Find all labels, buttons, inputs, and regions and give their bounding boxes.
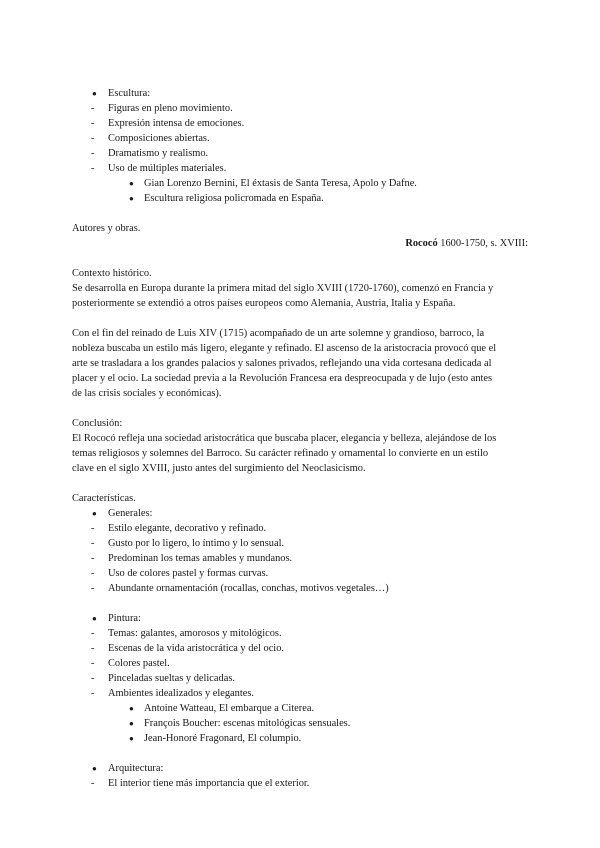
list-item (72, 776, 528, 791)
dash-icon: - (91, 628, 95, 639)
list-item-text: Abundante ornamentación (rocallas, conchas, motivos vegetales…) (108, 583, 389, 594)
section-title: Pintura: (108, 613, 141, 624)
paragraph-line: El Rococó refleja una sociedad aristocrática que buscaba placer, elegancia y belleza, alejándose de los (72, 433, 497, 444)
dash-icon: - (91, 118, 95, 129)
bullet-icon: ● (92, 509, 97, 518)
paragraph-line: arte se trasladara a los grandes palacios y salones privados, reflejando una vida cortesana dedicada al (72, 358, 492, 369)
list-item-text: Temas: galantes, amorosos y mitológicos. (108, 628, 282, 639)
list-item (72, 581, 528, 596)
dash-icon: - (91, 568, 95, 579)
list-item (72, 521, 528, 536)
section-title: Arquitectura: (108, 763, 164, 774)
dash-icon: - (91, 658, 95, 669)
list-item (72, 671, 528, 686)
paragraph-line: clave en el siglo XVIII, justo antes del surgimiento del Neoclasicismo. (72, 463, 366, 474)
sub-list-item (72, 176, 528, 191)
dash-icon: - (91, 778, 95, 789)
list-item-text: Expresión intensa de emociones. (108, 118, 245, 129)
section-title: Generales: (108, 508, 153, 519)
list-item (72, 566, 528, 581)
section-title: Escultura: (108, 88, 151, 99)
list-item-text: Dramatismo y realismo. (108, 148, 209, 159)
rococo-heading-bold: Rococó (405, 238, 438, 249)
list-item-text: Pinceladas sueltas y delicadas. (108, 673, 235, 684)
paragraph-line: Se desarrolla en Europa durante la primera mitad del siglo XVIII (1720-1760), comenzó en Francia y (72, 283, 494, 294)
bullet-icon: ● (92, 89, 97, 98)
list-item (72, 686, 528, 701)
list-item (72, 131, 528, 146)
sub-list-item-text: Escultura religiosa policromada en España. (144, 193, 324, 204)
sub-list-item-text: Antoine Watteau, El embarque a Citerea. (144, 703, 315, 714)
bullet-escultura (72, 86, 528, 101)
list-item-text: Ambientes idealizados y elegantes. (108, 688, 254, 699)
list-item-text: Estilo elegante, decorativo y refinado. (108, 523, 267, 534)
sub-list-item-text: Jean-Honoré Fragonard, El columpio. (144, 733, 302, 744)
list-item (72, 656, 528, 671)
dash-icon: - (91, 133, 95, 144)
list-item-text: Escenas de la vida aristocrática y del ocio. (108, 643, 284, 654)
autores-label: Autores y obras. (72, 223, 141, 234)
bullet-icon: ● (92, 764, 97, 773)
bullet-arquitectura (72, 761, 528, 776)
rococo-heading (72, 236, 528, 251)
paragraph-line: Con el fin del reinado de Luis XIV (1715) acompañado de un arte solemne y grandioso, barroco, la (72, 328, 485, 339)
list-item-text: El interior tiene más importancia que el exterior. (108, 778, 310, 789)
caracteristicas-label: Características. (72, 493, 136, 504)
bullet-icon: ● (92, 614, 97, 623)
list-item-text: Figuras en pleno movimiento. (108, 103, 233, 114)
bullet-icon: ● (129, 734, 134, 743)
list-item-text: Colores pastel. (108, 658, 170, 669)
list-item (72, 101, 528, 116)
paragraph-line: de las crisis sociales y económicas). (72, 388, 222, 399)
conclusion-title: Conclusión: (72, 418, 123, 429)
list-item (72, 626, 528, 641)
dash-icon: - (91, 553, 95, 564)
list-item (72, 116, 528, 131)
bullet-icon: ● (129, 719, 134, 728)
dash-icon: - (91, 688, 95, 699)
dash-icon: - (91, 673, 95, 684)
dash-icon: - (91, 148, 95, 159)
bullet-icon: ● (129, 704, 134, 713)
dash-icon: - (91, 538, 95, 549)
sub-list-item (72, 191, 528, 206)
list-item (72, 146, 528, 161)
rococo-heading-rest: 1600-1750, s. XVIII: (437, 238, 528, 249)
page-content (72, 86, 528, 791)
bullet-generales (72, 506, 528, 521)
paragraph-line: posteriormente se extendió a otros países europeos como Alemania, Austria, Italia y España. (72, 298, 456, 309)
bullet-pintura (72, 611, 528, 626)
list-item-text: Composiciones abiertas. (108, 133, 210, 144)
list-item-text: Predominan los temas amables y mundanos. (108, 553, 293, 564)
list-item (72, 536, 528, 551)
bullet-icon: ● (129, 194, 134, 203)
sub-list-item (72, 731, 528, 746)
dash-icon: - (91, 583, 95, 594)
list-item (72, 551, 528, 566)
dash-icon: - (91, 643, 95, 654)
paragraph-line: nobleza buscaba un estilo más ligero, elegante y refinado. El ascenso de la aristocracia provocó que el (72, 343, 497, 354)
list-item-text: Uso de colores pastel y formas curvas. (108, 568, 269, 579)
list-item-text: Gusto por lo ligero, lo íntimo y lo sensual. (108, 538, 285, 549)
dash-icon: - (91, 163, 95, 174)
sub-list-item (72, 716, 528, 731)
contexto-title: Contexto histórico. (72, 268, 152, 279)
paragraph-line: temas religiosos y solemnes del Barroco. Su carácter refinado y ornamental lo convierte en un estilo (72, 448, 489, 459)
paragraph-line: placer y el ocio. La sociedad previa a la Revolución Francesa era despreocupada y de lujo (esto antes (72, 373, 493, 384)
dash-icon: - (91, 523, 95, 534)
dash-icon: - (91, 103, 95, 114)
list-item (72, 641, 528, 656)
sub-list-item (72, 701, 528, 716)
sub-list-item-text: François Boucher: escenas mitológicas sensuales. (144, 718, 351, 729)
list-item (72, 161, 528, 176)
list-item-text: Uso de múltiples materiales. (108, 163, 227, 174)
sub-list-item-text: Gian Lorenzo Bernini, El éxtasis de Santa Teresa, Apolo y Dafne. (144, 178, 417, 189)
bullet-icon: ● (129, 179, 134, 188)
